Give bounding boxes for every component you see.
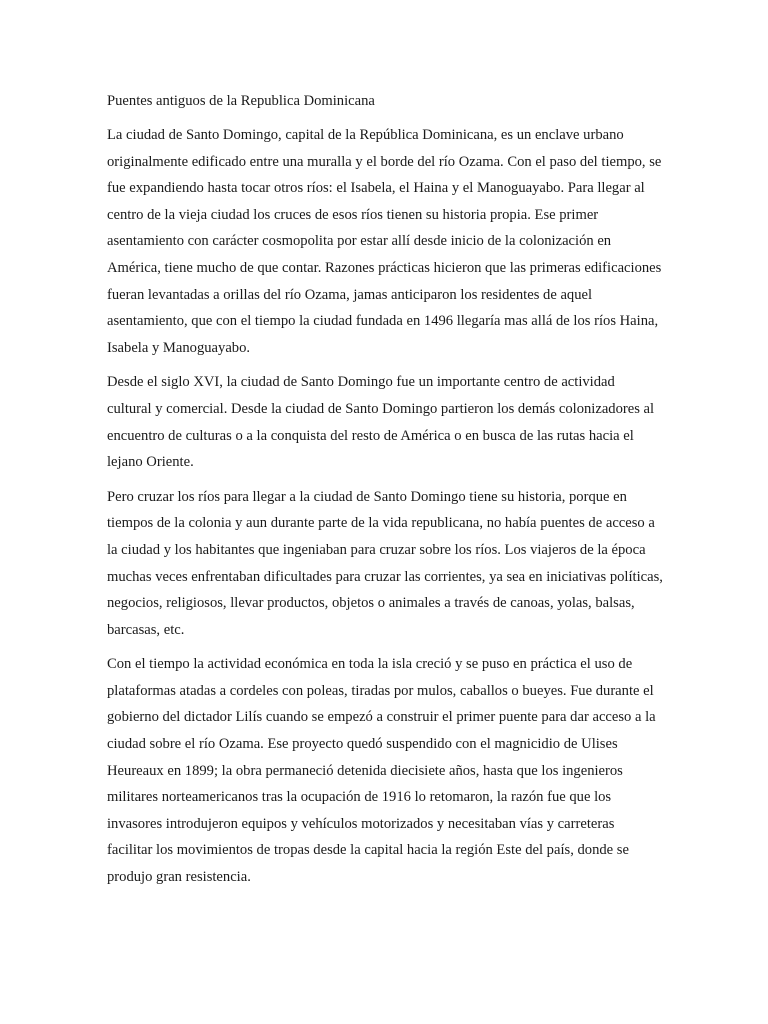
paragraph-2: Desde el siglo XVI, la ciudad de Santo Domingo fue un importante centro de actividad cultural y comercial. Desde la ciudad de Santo Domingo partieron los demás colonizadores al encuentro de culturas o a la conquista del resto de América o en busca de las rutas hacia el lejano Oriente. bbox=[107, 374, 655, 471]
document-body bbox=[107, 88, 663, 899]
paragraph-3: Pero cruzar los ríos para llegar a la ciudad de Santo Domingo tiene su historia, porque en tiempos de la colonia y aun durante parte de la vida republicana, no había puentes de acceso a la ciudad y los habitantes que ingeniaban para cruzar sobre los ríos. Los viajeros de la época muchas veces enfrentaban dificultades para cruzar las corrientes, ya sea en iniciativas políticas, negocios, religiosos, llevar productos, objetos o animales a través de canoas, yolas, balsas, barcasas, etc. bbox=[107, 488, 663, 638]
paragraph-1: La ciudad de Santo Domingo, capital de la República Dominicana, es un enclave urbano originalmente edificado entre una muralla y el borde del río Ozama. Con el paso del tiempo, se fue expandiendo hasta tocar otros ríos: el Isabela, el Haina y el Manoguayabo. Para llegar al centro de la vieja ciudad los cruces de esos ríos tienen su historia propia. Ese primer asentamiento con carácter cosmopolita por estar allí desde inicio de la colonización en América, tiene mucho de que contar. Razones prácticas hicieron que las primeras edificaciones fueran levantadas a orillas del río Ozama, jamas anticiparon los residentes de aquel asentamiento, que con el tiempo la ciudad fundada en 1496 llegaría mas allá de los ríos Haina, Isabela y Manoguayabo. bbox=[107, 127, 662, 356]
paragraph-4: Con el tiempo la actividad económica en toda la isla creció y se puso en práctica el uso de plataformas atadas a cordeles con poleas, tiradas por mulos, caballos o bueyes. Fue durante el gobierno del dictador Lilís cuando se empezó a construir el primer puente para dar acceso a la ciudad sobre el río Ozama. Ese proyecto quedó suspendido con el magnicidio de Ulises Heureaux en 1899; la obra permaneció detenida diecisiete años, hasta que los ingenieros militares norteamericanos tras la ocupación de 1916 lo retomaron, la razón fue que los invasores introdujeron equipos y vehículos motorizados y necesitaban vías y carreteras facilitar los movimientos de tropas desde la capital hacia la región Este del país, donde se produjo gran resistencia. bbox=[107, 656, 656, 886]
document-title: Puentes antiguos de la Republica Dominicana bbox=[107, 93, 375, 109]
